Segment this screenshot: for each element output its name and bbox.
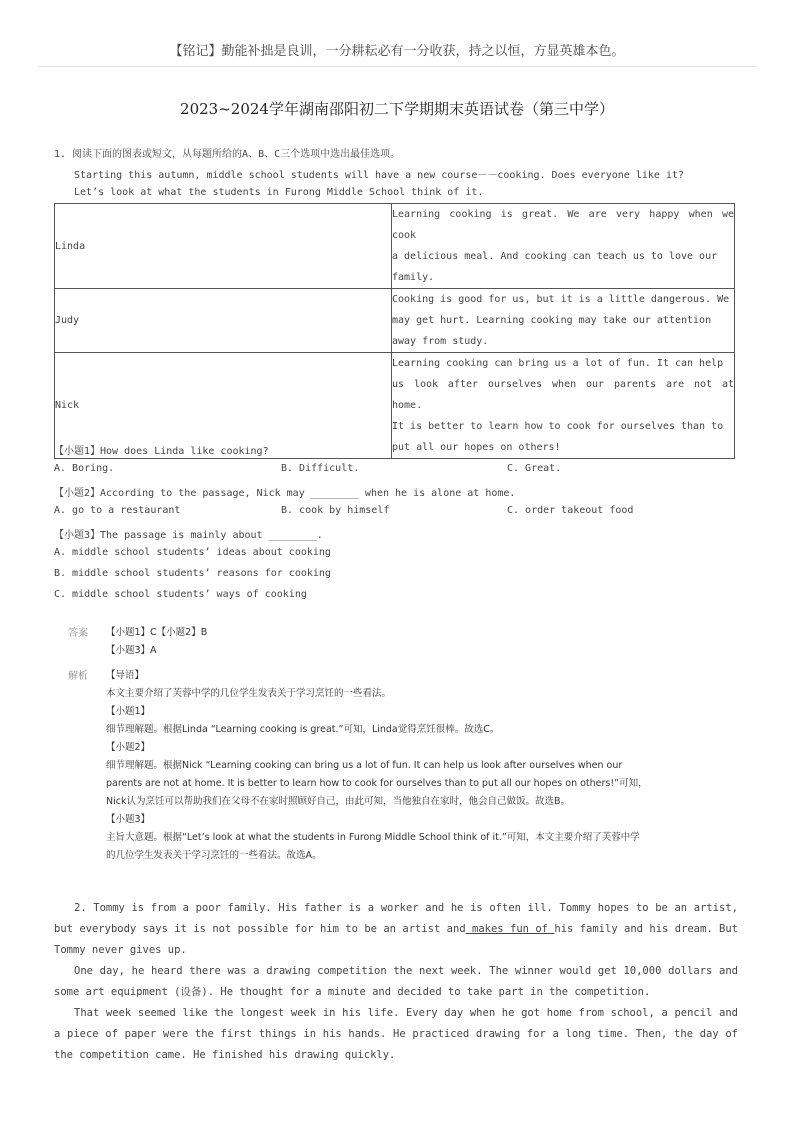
q1-intro-line-2: Let’s look at what the students in Furong Middle School think of it.: [74, 187, 484, 198]
answer-line-1: 【小题1】C【小题2】B: [106, 627, 208, 638]
sub3-option-a: A. middle school students’ ideas about cooking: [54, 547, 331, 558]
analysis-line: 细节理解题。根据Linda “Learning cooking is great.”可知，Linda觉得烹饪很棒。故选C。: [106, 724, 500, 735]
sub1-option-a: A. Boring.: [54, 463, 115, 474]
sub1-option-c: C. Great.: [507, 463, 562, 474]
answer-label: 答案: [68, 628, 88, 639]
comment-line: family.: [392, 272, 435, 283]
analysis-line: 本文主要介绍了芙蓉中学的几位学生发表关于学习烹饪的一些看法。: [106, 688, 392, 699]
comment-line: Learning cooking is great. We are very happy when we cook: [392, 209, 734, 241]
answer-line-2: 【小题3】A: [106, 645, 157, 656]
comment-cell: [392, 204, 735, 289]
analysis-line: Nick认为烹饪可以帮助我们在父母不在家时照顾好自己，由此可知，当他独自在家时，他会自己做饭。故选B。: [106, 796, 570, 807]
analysis-line: 【小题2】: [106, 742, 151, 753]
comment-line: It is better to learn how to cook for ourselves than to: [392, 421, 724, 432]
comment-line: put all our hopes on others!: [392, 442, 561, 453]
sub2-option-a: A. go to a restaurant: [54, 505, 181, 516]
header-divider: [38, 66, 756, 67]
sub-question-3-stem: 【小题3】The passage is mainly about ________.: [54, 530, 323, 541]
q2-underlined-phrase: makes fun of: [465, 923, 555, 935]
analysis-line: parents are not at home. It is better to learn how to cook for ourselves than to put all our hopes on others!”可知，: [106, 778, 648, 789]
page-title: 2023~2024学年湖南邵阳初二下学期期末英语试卷（第三中学）: [180, 100, 614, 118]
student-name-cell: Linda: [55, 204, 392, 289]
comment-line: may get hurt. Learning cooking may take our attention: [392, 315, 712, 326]
sub3-option-b: B. middle school students’ reasons for cooking: [54, 568, 331, 579]
comment-cell: [392, 353, 735, 459]
comment-line: a delicious meal. And cooking can teach us to love our: [392, 251, 718, 262]
q2-paragraph-2: One day, he heard there was a drawing competition the next week. The winner would get 10,000 dollars and some art equipment (设备). He thought for a minute and decided to take part in the competition.: [54, 965, 738, 998]
table-row: [55, 289, 735, 353]
comment-line: Learning cooking can bring us a lot of fun. It can help: [392, 358, 724, 369]
analysis-line: 细节理解题。根据Nick “Learning cooking can bring us a lot of fun. It can help us look after ourselves when our: [106, 760, 623, 771]
analysis-label: 解析: [68, 671, 88, 682]
analysis-line: 【小题3】: [106, 814, 151, 825]
student-name-cell: Nick: [55, 353, 392, 459]
q2-paragraph-3: That week seemed like the longest week in his life. Every day when he got home from school, a pencil and a piece of paper were the first things in his hands. He practiced drawing for a long time. Then, the day of the competition came. He finished his drawing quickly.: [54, 1007, 738, 1061]
q2-paragraph-1: [54, 898, 738, 961]
q1-intro-line-1: Starting this autumn, middle school students will have a new course－－cooking. Does everyone like it?: [74, 170, 685, 181]
table-row: [55, 204, 735, 289]
q1-instruction: 1. 阅读下面的图表或短文，从每题所给的A、B、C三个选项中选出最佳选项。: [54, 149, 401, 160]
sub3-option-c: C. middle school students’ ways of cooking: [54, 589, 307, 600]
q2-p1-text-end: his family and his dream. But Tommy never gives up.: [54, 923, 738, 956]
comment-cell: [392, 289, 735, 353]
sub1-option-b: B. Difficult.: [281, 463, 360, 474]
analysis-line: 的几位学生发表关于学习烹饪的一些看法。故选A。: [106, 850, 322, 861]
sub-question-1-stem: 【小题1】How does Linda like cooking?: [54, 446, 269, 457]
sub2-option-c: C. order takeout food: [507, 505, 634, 516]
sub-question-2-stem: 【小题2】According to the passage, Nick may ________ when he is alone at home.: [54, 488, 516, 499]
q2-p1-text: 2. Tommy is from a poor family. His father is a worker and he is often ill. Tommy hopes to be an artist, but everybody says it is not possible for him to be an artist and: [54, 902, 738, 935]
analysis-line: 【导语】: [106, 670, 145, 681]
comment-line: away from study.: [392, 336, 489, 347]
analysis-line: 【小题1】: [106, 706, 151, 717]
opinion-table: [54, 203, 735, 459]
comment-line: Cooking is good for us, but it is a little dangerous. We: [392, 294, 730, 305]
student-name-cell: Judy: [55, 289, 392, 353]
sub2-option-b: B. cook by himself: [281, 505, 390, 516]
analysis-line: 主旨大意题。根据“Let’s look at what the students in Furong Middle School think of it.”可知，本文主要介绍了芙蓉中学: [106, 832, 640, 843]
motto-header: 【铭记】勤能补拙是良训，一分耕耘必有一分收获，持之以恒，方显英雄本色。: [169, 44, 625, 59]
comment-line: us look after ourselves when our parents are not at home.: [392, 379, 734, 411]
